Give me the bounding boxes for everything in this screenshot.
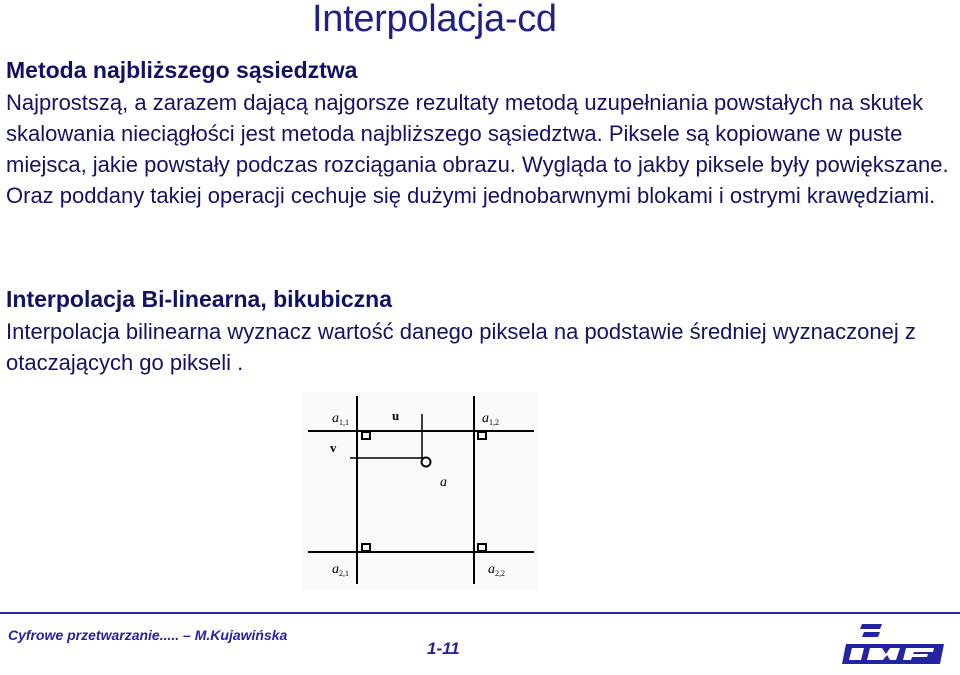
label-u: u: [392, 408, 400, 423]
institution-logo-icon: [840, 620, 952, 670]
bilinear-interpolation-diagram: [302, 392, 538, 590]
section-heading-nearest-neighbor: Metoda najbliższego sąsiedztwa: [6, 57, 358, 83]
section-heading-bilinear: Interpolacja Bi-linearna, bikubiczna: [6, 286, 392, 312]
pixel-marker-a11: [362, 432, 370, 439]
label-a21: $a_{2,1}$: [332, 562, 349, 578]
pixel-marker-a22: [478, 544, 486, 551]
section-body-bilinear: Interpolacja bilinearna wyznacz wartość danego piksela na podstawie średniej wyznaczonej z otaczających go pikseli .: [6, 319, 916, 375]
footer-divider: [0, 612, 960, 614]
pixel-marker-a21: [362, 544, 370, 551]
pixel-marker-a12: [478, 432, 486, 439]
interpolated-point-marker: [422, 458, 431, 467]
slide-title: Interpolacja-cd: [312, 0, 557, 40]
footer-author: Cyfrowe przetwarzanie..... – M.Kujawińska: [8, 627, 288, 643]
section-body-nearest-neighbor: Najprostszą, a zarazem dającą najgorsze rezultaty metodą uzupełniania powstałych na skutek skalowania nieciągłości jest metoda najbliższego sąsiedztwa. Piksele są kopiowane w puste miejsca, jakie powstały podczas rozciągania obrazu. Wygląda to jakby piksele były powiększane. Oraz poddany takiej operacji cechuje się dużymi jednobarwnymi blokami i ostrymi krawędziami.: [6, 90, 949, 208]
label-a11: $a_{1,1}$: [332, 411, 349, 427]
label-a22: $a_{2,2}$: [488, 562, 505, 578]
page-number: 1-11: [427, 639, 460, 658]
label-a12: $a_{1,2}$: [482, 411, 499, 427]
label-a: a: [440, 475, 447, 490]
label-v: v: [330, 440, 337, 455]
